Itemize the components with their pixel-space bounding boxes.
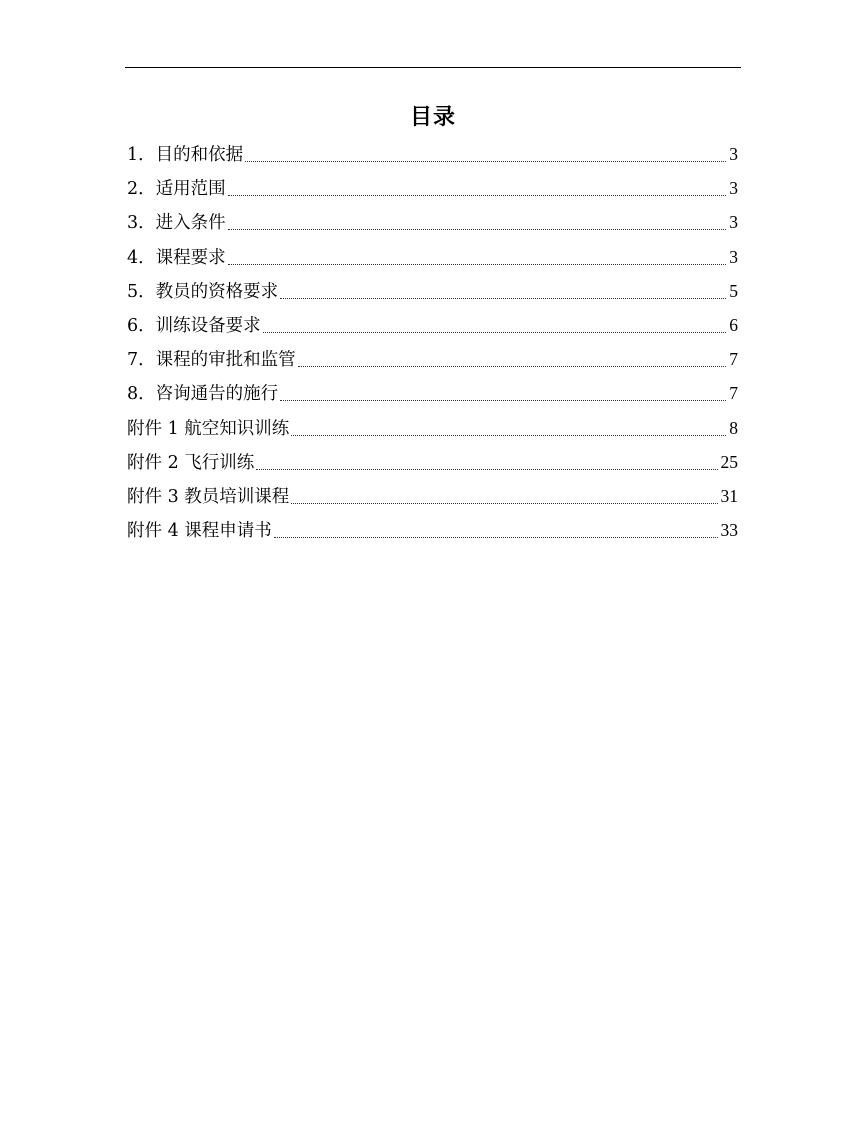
toc-entry-page: 3 (729, 144, 738, 164)
toc-entry-page: 3 (729, 178, 738, 199)
toc-entry-6[interactable] (127, 308, 738, 342)
toc-entry-appendix-4[interactable] (127, 513, 738, 547)
dot-leader (280, 399, 726, 401)
toc-entry-page: 25 (720, 451, 738, 472)
toc-list (127, 137, 738, 547)
dot-leader (245, 160, 726, 162)
dot-leader (228, 228, 727, 230)
toc-entry-2[interactable] (127, 171, 738, 205)
dot-leader (291, 502, 717, 504)
toc-entry-page: 3 (729, 212, 738, 233)
dot-leader (228, 263, 727, 265)
toc-entry-3[interactable] (127, 205, 738, 239)
dot-leader (274, 536, 718, 538)
toc-entry-page: 7 (729, 383, 738, 404)
dot-leader (298, 365, 727, 367)
toc-entry-label: 附件 4 课程申请书 (127, 521, 272, 542)
toc-entry-label: 附件 1 航空知识训练 (127, 418, 290, 439)
dot-leader (256, 468, 717, 470)
toc-entry-page: 31 (720, 485, 738, 506)
toc-entry-label: 5．教员的资格要求 (127, 281, 279, 302)
toc-entry-label: 附件 3 教员培训课程 (127, 486, 290, 507)
toc-entry-4[interactable] (127, 240, 738, 274)
toc-entry-page: 33 (720, 520, 738, 541)
toc-entry-8[interactable] (127, 376, 738, 410)
toc-entry-label: 4．课程要求 (127, 247, 226, 268)
toc-entry-page: 5 (729, 280, 738, 301)
toc-entry-label: 1．目的和依据 (127, 145, 244, 165)
dot-leader (280, 297, 726, 299)
toc-title: 目录 (409, 104, 456, 130)
dot-leader (228, 194, 727, 196)
header-rule (125, 67, 741, 68)
toc-entry-label: 8．咨询通告的施行 (127, 384, 279, 405)
toc-entry-label: 2．适用范围 (127, 179, 226, 200)
dot-leader (263, 331, 727, 333)
toc-entry-label: 附件 2 飞行训练 (127, 452, 255, 473)
toc-entry-label: 3．进入条件 (127, 213, 226, 234)
toc-entry-7[interactable] (127, 342, 738, 376)
toc-entry-page: 7 (729, 349, 738, 370)
toc-entry-appendix-1[interactable] (127, 411, 738, 445)
toc-entry-label: 7．课程的审批和监管 (127, 350, 296, 371)
toc-entry-5[interactable] (127, 274, 738, 308)
toc-entry-page: 3 (729, 246, 738, 267)
toc-entry-page: 8 (729, 417, 738, 438)
toc-entry-1[interactable] (127, 137, 738, 171)
dot-leader (291, 434, 726, 436)
toc-entry-page: 6 (729, 314, 738, 335)
toc-entry-appendix-2[interactable] (127, 445, 738, 479)
toc-entry-label: 6．训练设备要求 (127, 315, 261, 336)
toc-entry-appendix-3[interactable] (127, 479, 738, 513)
